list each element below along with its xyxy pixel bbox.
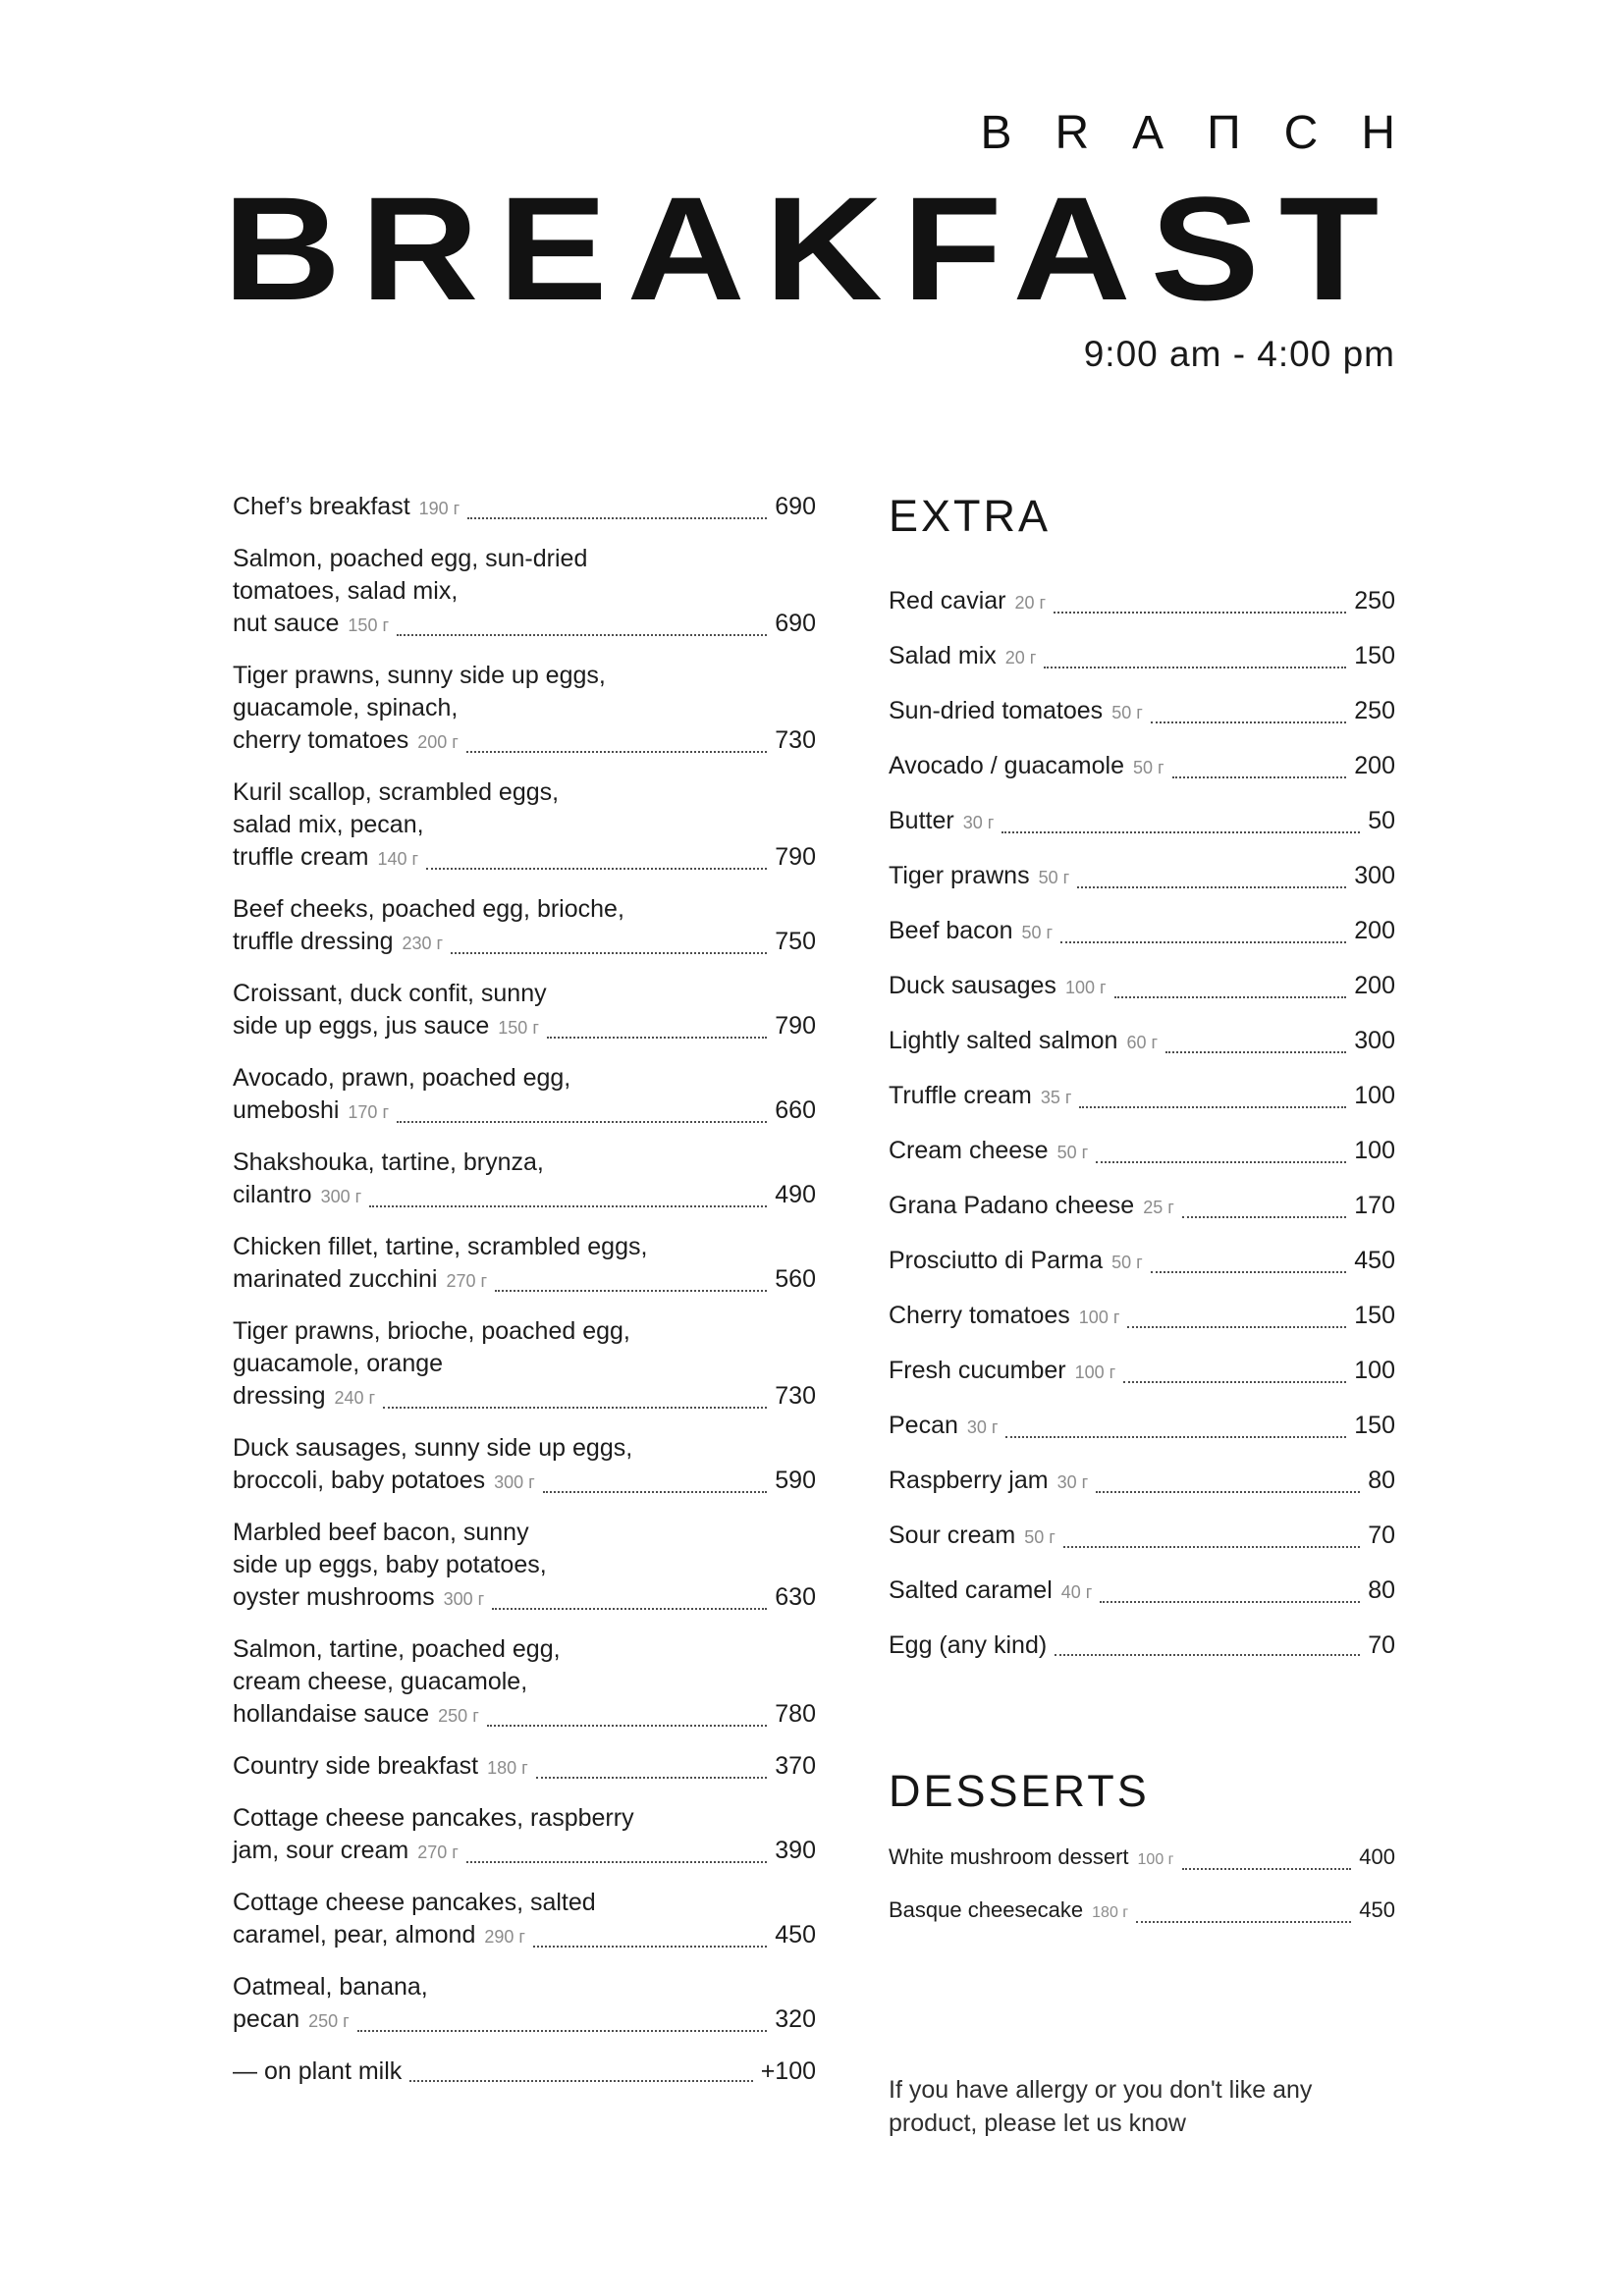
item-price: 300 bbox=[1354, 862, 1395, 889]
item-price: 590 bbox=[775, 1467, 816, 1494]
menu-item bbox=[233, 1517, 816, 1616]
dots-leader bbox=[1123, 1381, 1346, 1383]
item-price: 690 bbox=[775, 610, 816, 637]
dots-leader bbox=[1100, 1601, 1360, 1603]
desserts-heading: DESSERTS bbox=[889, 1766, 1150, 1816]
extra-item bbox=[889, 805, 1395, 839]
item-price: 560 bbox=[775, 1265, 816, 1293]
item-name: Raspberry jam bbox=[889, 1467, 1049, 1494]
item-weight: 30 г bbox=[962, 813, 995, 832]
menu-item bbox=[233, 1315, 816, 1415]
item-price: 780 bbox=[775, 1700, 816, 1728]
item-name: nut sauce bbox=[233, 610, 340, 637]
item-price: 790 bbox=[775, 843, 816, 871]
extra-item bbox=[889, 1245, 1395, 1279]
item-name-line: Avocado, prawn, poached egg, bbox=[233, 1064, 571, 1092]
extra-item bbox=[889, 1465, 1395, 1499]
item-price: 390 bbox=[775, 1837, 816, 1864]
item-weight: 200 г bbox=[417, 732, 459, 752]
item-weight: 50 г bbox=[1056, 1143, 1089, 1162]
menu-item-price-row bbox=[233, 1095, 816, 1129]
item-weight: 30 г bbox=[966, 1417, 999, 1437]
menu-columns bbox=[233, 491, 1395, 2140]
menu-item-price-row bbox=[233, 1919, 816, 1953]
item-price: 490 bbox=[775, 1181, 816, 1208]
item-name-line: Cottage cheese pancakes, raspberry bbox=[233, 1804, 634, 1832]
item-name: truffle dressing bbox=[233, 928, 394, 955]
menu-item-price-row bbox=[233, 1380, 816, 1415]
item-weight: 250 г bbox=[308, 2011, 350, 2031]
item-weight: 30 г bbox=[1056, 1472, 1089, 1492]
extras-column bbox=[889, 491, 1395, 2140]
item-price: 70 bbox=[1368, 1631, 1395, 1659]
item-weight: 270 г bbox=[446, 1271, 488, 1291]
item-name: cilantro bbox=[233, 1181, 312, 1208]
dots-leader bbox=[1182, 1216, 1347, 1218]
item-price: 200 bbox=[1354, 917, 1395, 944]
dots-leader bbox=[1127, 1326, 1346, 1328]
dots-leader bbox=[397, 634, 767, 636]
menu-item-price-row bbox=[233, 608, 816, 642]
item-name: Salted caramel bbox=[889, 1576, 1053, 1604]
item-price: 250 bbox=[1354, 697, 1395, 724]
dots-leader bbox=[466, 751, 767, 753]
item-name: Pecan bbox=[889, 1412, 958, 1439]
item-name-line: Kuril scallop, scrambled eggs, bbox=[233, 778, 560, 806]
item-price: 200 bbox=[1354, 972, 1395, 999]
menu-item bbox=[233, 543, 816, 642]
item-name-line: Tiger prawns, sunny side up eggs, bbox=[233, 662, 606, 689]
item-name: Egg (any kind) bbox=[889, 1631, 1048, 1659]
item-name: pecan bbox=[233, 2005, 300, 2033]
item-price: 80 bbox=[1368, 1467, 1395, 1494]
item-price: 450 bbox=[1359, 1897, 1395, 1922]
item-weight: 180 г bbox=[1092, 1904, 1129, 1921]
item-weight: 190 г bbox=[418, 499, 460, 518]
item-price: 70 bbox=[1368, 1522, 1395, 1549]
menu-item bbox=[233, 491, 816, 525]
item-name-line: Oatmeal, banana, bbox=[233, 1973, 428, 2001]
item-price: 450 bbox=[1354, 1247, 1395, 1274]
extra-item bbox=[889, 1190, 1395, 1224]
item-weight: 150 г bbox=[348, 615, 390, 635]
item-price: 370 bbox=[775, 1752, 816, 1780]
extra-item bbox=[889, 695, 1395, 729]
item-weight: 50 г bbox=[1111, 1253, 1143, 1272]
item-name: Butter bbox=[889, 807, 954, 834]
extra-item bbox=[889, 1135, 1395, 1169]
item-name-line: Cottage cheese pancakes, salted bbox=[233, 1889, 596, 1916]
item-name: Country side breakfast bbox=[233, 1752, 479, 1780]
item-name: dressing bbox=[233, 1382, 326, 1410]
item-weight: 300 г bbox=[320, 1187, 362, 1206]
item-name-line: Chicken fillet, tartine, scrambled eggs, bbox=[233, 1233, 648, 1260]
item-price: 320 bbox=[775, 2005, 816, 2033]
item-weight: 20 г bbox=[1004, 648, 1037, 667]
item-name: Basque cheesecake bbox=[889, 1897, 1084, 1922]
item-price: 250 bbox=[1354, 587, 1395, 614]
menu-item-price-row bbox=[233, 1263, 816, 1298]
extra-item bbox=[889, 1025, 1395, 1059]
opening-hours: 9:00 am - 4:00 pm bbox=[1083, 334, 1395, 374]
extra-item bbox=[889, 1410, 1395, 1444]
item-weight: 240 г bbox=[334, 1388, 376, 1408]
extra-item bbox=[889, 1629, 1395, 1662]
item-name: Beef bacon bbox=[889, 917, 1013, 944]
item-name: Prosciutto di Parma bbox=[889, 1247, 1104, 1274]
dots-leader bbox=[533, 1946, 767, 1948]
item-name-line: Croissant, duck confit, sunny bbox=[233, 980, 547, 1007]
item-weight: 230 г bbox=[402, 934, 444, 953]
page-title: BREAKFAST bbox=[223, 166, 1399, 331]
item-weight: 25 г bbox=[1143, 1198, 1174, 1217]
item-price: 80 bbox=[1368, 1576, 1395, 1604]
item-name: Cherry tomatoes bbox=[889, 1302, 1070, 1329]
item-weight: 50 г bbox=[1132, 758, 1164, 777]
menu-item bbox=[233, 1971, 816, 2038]
item-weight: 270 г bbox=[417, 1842, 459, 1862]
item-name: umeboshi bbox=[233, 1096, 340, 1124]
dots-leader bbox=[357, 2030, 768, 2032]
item-weight: 50 г bbox=[1021, 923, 1054, 942]
item-price: 150 bbox=[1354, 642, 1395, 669]
extra-heading: EXTRA bbox=[889, 491, 1052, 541]
menu-item bbox=[233, 660, 816, 759]
menu-item bbox=[233, 2056, 816, 2088]
item-price: 150 bbox=[1354, 1302, 1395, 1329]
menu-item-price-row bbox=[233, 724, 816, 759]
item-name-line: Shakshouka, tartine, brynza, bbox=[233, 1148, 544, 1176]
item-name: caramel, pear, almond bbox=[233, 1921, 476, 1949]
dots-leader bbox=[1096, 1491, 1360, 1493]
item-weight: 60 г bbox=[1126, 1033, 1159, 1052]
menu-item bbox=[233, 1231, 816, 1298]
menu-item-price-row bbox=[233, 1698, 816, 1733]
item-weight: 250 г bbox=[438, 1706, 479, 1726]
item-name: Red caviar bbox=[889, 587, 1006, 614]
item-weight: 100 г bbox=[1137, 1851, 1174, 1868]
item-weight: 50 г bbox=[1038, 868, 1070, 887]
extra-item bbox=[889, 1080, 1395, 1114]
item-weight: 20 г bbox=[1014, 593, 1047, 613]
desserts-items-list bbox=[889, 1842, 1395, 1928]
item-price: 100 bbox=[1354, 1357, 1395, 1384]
dots-leader bbox=[1165, 1051, 1346, 1053]
item-weight: 100 г bbox=[1074, 1362, 1116, 1382]
item-name: side up eggs, jus sauce bbox=[233, 1012, 490, 1040]
item-price: 150 bbox=[1354, 1412, 1395, 1439]
item-name: Fresh cucumber bbox=[889, 1357, 1066, 1384]
item-name: oyster mushrooms bbox=[233, 1583, 435, 1611]
item-price: 50 bbox=[1368, 807, 1395, 834]
dots-leader bbox=[1096, 1161, 1346, 1163]
item-name-line: Beef cheeks, poached egg, brioche, bbox=[233, 895, 624, 923]
dots-leader bbox=[1172, 776, 1347, 778]
dots-leader bbox=[1182, 1868, 1352, 1870]
menu-item-price-row bbox=[233, 491, 816, 525]
item-price: 170 bbox=[1354, 1192, 1395, 1219]
item-price: 690 bbox=[775, 493, 816, 520]
item-name: White mushroom dessert bbox=[889, 1844, 1129, 1869]
menu-item-price-row bbox=[233, 1179, 816, 1213]
allergy-note: If you have allergy or you don't like any product, please let us know bbox=[889, 2076, 1313, 2137]
item-name: Cream cheese bbox=[889, 1137, 1049, 1164]
extra-item bbox=[889, 860, 1395, 894]
dots-leader bbox=[536, 1777, 768, 1779]
dots-leader bbox=[383, 1407, 767, 1409]
extra-item bbox=[889, 640, 1395, 674]
dessert-item bbox=[889, 1842, 1395, 1875]
menu-item bbox=[233, 1750, 816, 1785]
menu-item-price-row bbox=[233, 1010, 816, 1044]
dots-leader bbox=[426, 868, 767, 870]
menu-item-price-row bbox=[233, 1581, 816, 1616]
extra-item bbox=[889, 1520, 1395, 1554]
item-name: jam, sour cream bbox=[233, 1837, 409, 1864]
item-weight: 100 г bbox=[1078, 1308, 1120, 1327]
menu-item bbox=[233, 1432, 816, 1499]
dots-leader bbox=[1005, 1436, 1346, 1438]
item-price: 300 bbox=[1354, 1027, 1395, 1054]
item-name: cherry tomatoes bbox=[233, 726, 409, 754]
dots-leader bbox=[1151, 1271, 1347, 1273]
extra-item bbox=[889, 970, 1395, 1004]
dots-leader bbox=[466, 1861, 767, 1863]
item-price: 450 bbox=[775, 1921, 816, 1949]
dots-leader bbox=[1044, 667, 1346, 668]
item-price: 660 bbox=[775, 1096, 816, 1124]
menu-item-price-row bbox=[233, 2003, 816, 2038]
extra-item bbox=[889, 750, 1395, 784]
dots-leader bbox=[467, 517, 767, 519]
dots-leader bbox=[547, 1037, 767, 1039]
item-weight: 100 г bbox=[1064, 978, 1107, 997]
dessert-item bbox=[889, 1896, 1395, 1928]
item-name-line: guacamole, orange bbox=[233, 1350, 444, 1377]
item-name: Duck sausages bbox=[889, 972, 1056, 999]
item-name-line: Salmon, poached egg, sun-dried bbox=[233, 545, 588, 572]
menu-item bbox=[233, 776, 816, 876]
item-name: Grana Padano cheese bbox=[889, 1192, 1135, 1219]
dots-leader bbox=[492, 1608, 767, 1610]
menu-item-price-row bbox=[233, 1835, 816, 1869]
dots-leader bbox=[1136, 1921, 1351, 1923]
dots-leader bbox=[1001, 831, 1360, 833]
dots-leader bbox=[1151, 721, 1347, 723]
item-weight: 180 г bbox=[487, 1758, 528, 1778]
item-weight: 140 г bbox=[377, 849, 419, 869]
extra-item bbox=[889, 1300, 1395, 1334]
dots-leader bbox=[1054, 612, 1346, 614]
dots-leader bbox=[1060, 941, 1346, 943]
dots-leader bbox=[495, 1290, 767, 1292]
dots-leader bbox=[543, 1491, 768, 1493]
menu-item bbox=[233, 1147, 816, 1213]
menu-item bbox=[233, 1633, 816, 1733]
item-name: Tiger prawns bbox=[889, 862, 1030, 889]
extra-items-list bbox=[889, 585, 1395, 1662]
item-name: marinated zucchini bbox=[233, 1265, 438, 1293]
item-price: 730 bbox=[775, 1382, 816, 1410]
item-name-line: Duck sausages, sunny side up eggs, bbox=[233, 1434, 633, 1462]
extra-item bbox=[889, 585, 1395, 619]
extra-item bbox=[889, 915, 1395, 949]
item-name-line: Tiger prawns, brioche, poached egg, bbox=[233, 1317, 630, 1345]
item-weight: 300 г bbox=[494, 1472, 535, 1492]
item-weight: 150 г bbox=[498, 1018, 539, 1038]
dots-leader bbox=[369, 1205, 767, 1207]
brand-logo: BRAПCH bbox=[980, 107, 1438, 159]
item-name-line: cream cheese, guacamole, bbox=[233, 1668, 528, 1695]
item-name: Sour cream bbox=[889, 1522, 1016, 1549]
item-name-line: guacamole, spinach, bbox=[233, 694, 459, 721]
dots-leader bbox=[397, 1121, 767, 1123]
breakfast-items-list bbox=[233, 491, 816, 2140]
menu-item bbox=[233, 1887, 816, 1953]
item-name: hollandaise sauce bbox=[233, 1700, 430, 1728]
item-name: Salad mix bbox=[889, 642, 997, 669]
item-weight: 290 г bbox=[484, 1927, 525, 1947]
item-weight: 40 г bbox=[1060, 1582, 1093, 1602]
item-name: Sun-dried tomatoes bbox=[889, 697, 1104, 724]
item-weight: 170 г bbox=[348, 1102, 390, 1122]
menu-item-price-row bbox=[233, 1750, 816, 1785]
extra-item bbox=[889, 1355, 1395, 1389]
item-weight: 300 г bbox=[443, 1589, 485, 1609]
dots-leader bbox=[1114, 996, 1347, 998]
item-name: Lightly salted salmon bbox=[889, 1027, 1118, 1054]
menu-item-price-row bbox=[233, 841, 816, 876]
item-price: 100 bbox=[1354, 1082, 1395, 1109]
menu-item bbox=[233, 1802, 816, 1869]
menu-item-price-row bbox=[233, 1465, 816, 1499]
item-price: 400 bbox=[1359, 1844, 1395, 1869]
item-price: 730 bbox=[775, 726, 816, 754]
dots-leader bbox=[1079, 1106, 1346, 1108]
dots-leader bbox=[1055, 1654, 1360, 1656]
item-weight: 35 г bbox=[1040, 1088, 1072, 1107]
item-name: broccoli, baby potatoes bbox=[233, 1467, 486, 1494]
menu-item bbox=[233, 893, 816, 960]
dots-leader bbox=[451, 952, 767, 954]
item-price: 790 bbox=[775, 1012, 816, 1040]
menu-item bbox=[233, 978, 816, 1044]
item-name: Chef’s breakfast bbox=[233, 493, 410, 520]
menu-item-price-row bbox=[233, 2056, 816, 2088]
item-name: Truffle cream bbox=[889, 1082, 1032, 1109]
item-price: 750 bbox=[775, 928, 816, 955]
item-weight: 50 г bbox=[1111, 703, 1143, 722]
dots-leader bbox=[1077, 886, 1346, 888]
item-name-line: Salmon, tartine, poached egg, bbox=[233, 1635, 561, 1663]
item-price: +100 bbox=[760, 2057, 816, 2085]
item-name-line: side up eggs, baby potatoes, bbox=[233, 1551, 547, 1578]
extra-item bbox=[889, 1575, 1395, 1609]
item-price: 100 bbox=[1354, 1137, 1395, 1164]
menu-item bbox=[233, 1062, 816, 1129]
item-weight: 50 г bbox=[1024, 1527, 1056, 1547]
item-name-line: tomatoes, salad mix, bbox=[233, 577, 459, 605]
item-name-line: salad mix, pecan, bbox=[233, 811, 424, 838]
item-name: truffle cream bbox=[233, 843, 369, 871]
menu-header bbox=[223, 106, 1438, 375]
item-price: 630 bbox=[775, 1583, 816, 1611]
item-name-line: Marbled beef bacon, sunny bbox=[233, 1519, 529, 1546]
item-name: Avocado / guacamole bbox=[889, 752, 1124, 779]
dots-leader bbox=[409, 2080, 752, 2082]
menu-item-price-row bbox=[233, 926, 816, 960]
item-name: — on plant milk bbox=[233, 2057, 403, 2085]
dots-leader bbox=[1063, 1546, 1360, 1548]
item-price: 200 bbox=[1354, 752, 1395, 779]
dots-leader bbox=[487, 1725, 768, 1727]
